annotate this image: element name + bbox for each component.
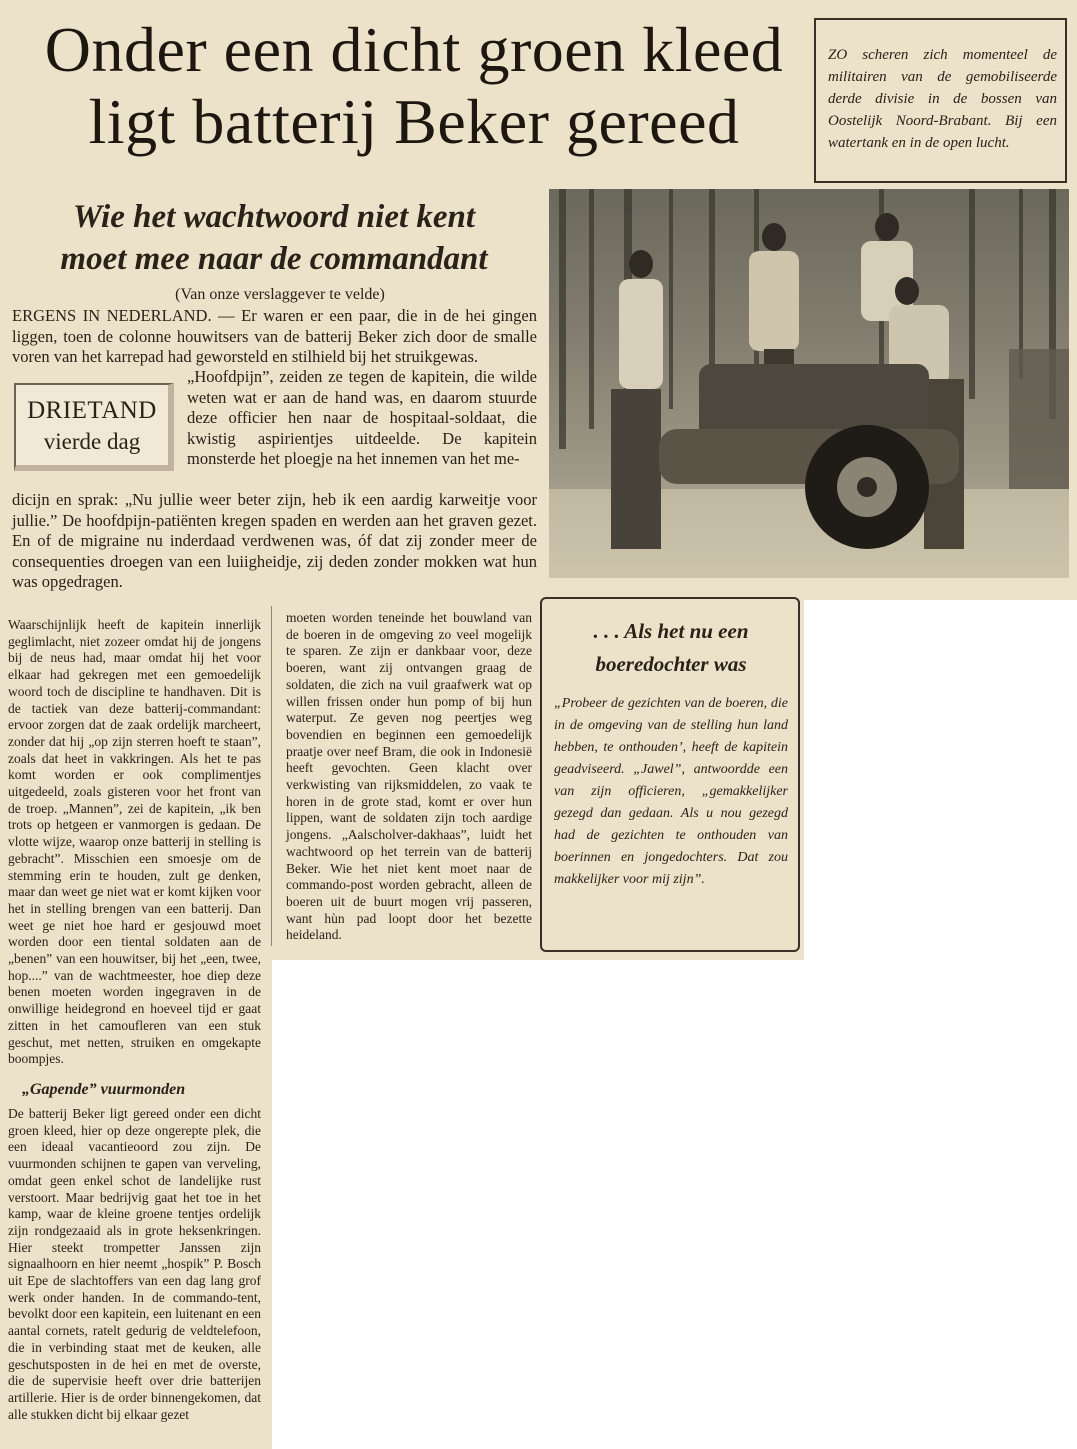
photo-caption-box [814, 18, 1067, 183]
sidebar-text: „Probeer de gezichten van de boeren, die in de omgeving van de stelling hun land hebben, te onthouden’, heeft de kapitein geadviseerd. „Jawel”, antwoordde een van zijn officieren, „gemakkelijker gezegd dan gedaan. Als u nou gezegd had de gezichten te onthouden van boerinnen en jongedochters. Dat zou makkelijker voor mij zijn”. [554, 696, 788, 887]
series-subtitle: vierde dag [43, 429, 141, 454]
intro-paragraph-bottom: dicijn en sprak: „Nu jullie weer beter zijn, heb ik een aardig karweitje voor jullie.” De hoofdpijn-patiënten kregen spaden en werden aan het graven gezet. En of de migraine nu inderdaad verdwenen was, óf dat zij zonder meer de consequenties droegen van een luiigheidje, zij deden zonder mokken wat hun was opgedragen. [12, 490, 537, 591]
column-1-text: Waarschijnlijk heeft de kapitein innerlijk geglimlacht, niet zozeer omdat hij de jongens bij de neus had, maar omdat hij het voor elkaar had gekregen met een gemoedelijk woord toch de discipline te handhaven. Dit is de tactiek van deze batterij-commandant: ervoor zorgen dat de zaak ordelijk marcheert, zonder dat hij „op zijn sterren hoeft te staan”, zoals dat heet in vakkringen. Als het te pas komt worden er ook complimentjes uitgedeeld, zoals gisteren voor het front van de troep. „Mannen”, zei de kapitein, „ik ben trots op hetgeen er vanmorgen is gedaan. De vlotte wijze, waarop onze batterij in stelling is gebracht”. Misschien een smoesje om de stemming erin te houden, zult ge denken, maar dan weet ge niet wat er komt kijken voor het in stelling brengen van een batterij. Dan weet ge niet hoe hard er gesjouwd moet worden door een tiental soldaten aan de „benen” van een houwitser, bij het „een, twee, hop....” van de wachtmeester, hoe diep deze benen moeten worden ingegraven in de onwillige heidegrond en hoeveel tijd er gaat zitten in het camoufleren van een stuk geschut, met netten, struiken en omgekapte boompjes. [8, 617, 261, 1067]
intro-paragraph-beside-box: „Hoofdpijn”, zeiden ze tegen de kapitein, die wilde weten wat er aan de hand was, en daarom stuurde deze officier hen naar de hospitaal-soldaat, die kwistig aspirientjes uitdeelde. De kapitein monsterde het ploegje na het innemen van het me- [187, 367, 537, 468]
column-2-text: moeten worden teneinde het bouwland van de boeren in de omgeving zo veel mogelijk te sparen. Ze zijn er dankbaar voor, deze boeren, want zij ontvangen graag de soldaten, die zich na vuil graafwerk wat op willen frissen onder hun pomp of bij hun waterput. Ze geven nog peertjes weg bovendien en beginnen een gemoedelijk praatje over neef Bram, die ook in Indonesië heeft gevochten. Geen klacht over verkwisting van rijksmiddelen, zo vaak te horen in de grote stad, komt er over hun lippen, want de soldaten zijn toch aardige jongens. „Aalscholver-dakhaas”, luidt het wachtwoord op het terrein van de batterij Beker. Wie het niet kent moet naar de commando-post worden gebracht, alleen de boeren uit de buurt mogen vrij passeren, want hùn pad loopt door het bezette heideland. [286, 610, 532, 943]
sidebar-box [540, 597, 800, 952]
photo-illustration [549, 189, 1069, 578]
news-photo [549, 189, 1069, 578]
headline [14, 14, 814, 158]
photo-caption: ZO scheren zich momenteel de militairen van de gemobiliseerde derde divisie in de bossen van Oostelijk Noord-Brabant. Bij een watertank en in de open lucht. [828, 47, 1057, 151]
subheadline-line-2: moet mee naar de commandant [60, 241, 488, 277]
series-title: DRIETAND [27, 397, 157, 424]
series-box [14, 383, 174, 471]
sidebar-title [554, 615, 788, 681]
byline: (Van onze verslaggever te velde) [175, 286, 385, 303]
column-divider [271, 606, 272, 946]
headline-line-2: ligt batterij Beker gereed [88, 86, 740, 157]
sidebar-title-line-2: boeredochter was [595, 652, 747, 676]
intro-paragraph-top: ERGENS IN NEDERLAND. — Er waren er een paar, die in de hei gingen liggen, toen de colonne houwitsers van de batterij Beker zich door de smalle voren van het karrepad had geworsteld en stilhield bij het struikgewas. [12, 306, 537, 366]
crosshead: „Gapende” vuurmonden [22, 1081, 186, 1098]
subheadline-line-1: Wie het wachtwoord niet kent [72, 199, 476, 235]
headline-line-1: Onder een dicht groen kleed [44, 14, 784, 85]
subheadline [14, 196, 534, 280]
column-1-continued-text: De batterij Beker ligt gereed onder een dicht groen kleed, hier op deze ongerepte plek, die een ideaal vacantieoord zou zijn. De vuurmonden schijnen te gapen van verveling, omdat geen enkel schot de landelijke rust verstoort. Maar bedrijvig gaat het toe in het kamp, waar de kleine groene tentjes ordelijk zijn rondgezaaid als in grote heksenkringen. Hier steekt trompetter Janssen zijn signaalhoorn en hier neemt „hospik” P. Bosch uit Epe de slachtoffers van een dag lang grof werk onder handen. In de commando-tent, bevolkt door een kapitein, een luitenant en een aantal cornets, ratelt gedurig de veldtelefoon, die in verbinding staat met de keuken, alle geschutsposten in de hei en met de overste, die de supervisie heeft over drie batterijen artillerie. Hier is de order binnengekomen, dat alle stukken dicht bij elkaar gezet [8, 1106, 261, 1422]
sidebar-title-line-1: . . . Als het nu een [593, 619, 749, 643]
